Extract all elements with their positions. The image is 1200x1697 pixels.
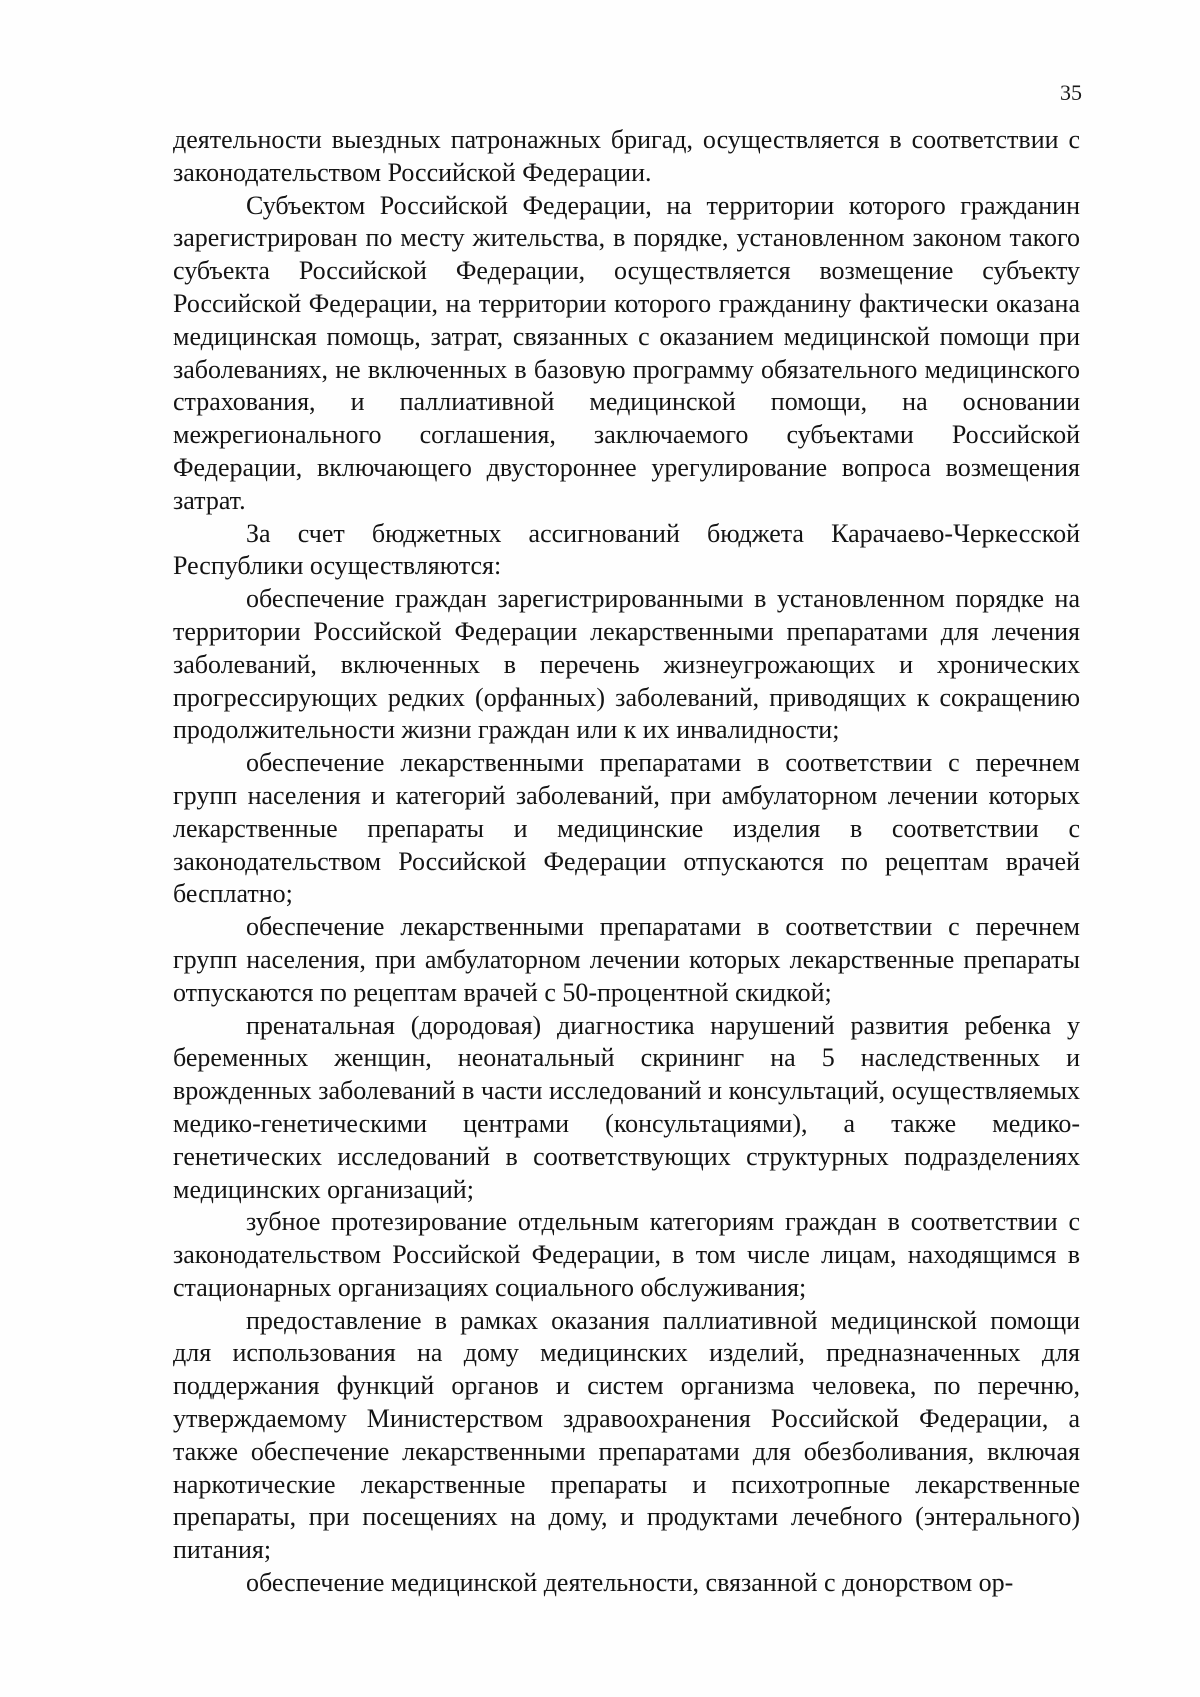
document-body	[173, 124, 1080, 1600]
paragraph-budget-funding-intro: За счет бюджетных ассигнований бюджета Карачаево-Черкесской Республики осуществляются:	[173, 518, 1080, 581]
paragraph-continuation: деятельности выездных патронажных бригад, осуществляется в соответствии с законодательством Российской Федерации.	[173, 125, 1080, 187]
paragraph-free-prescriptions: обеспечение лекарственными препаратами в соответствии с перечнем групп населения и категорий заболеваний, при амбулаторном лечении которых лекарственные препараты и медицинские изделия в соответствии с законодательством Российской Федерации отпускаются по рецептам врачей бесплатно;	[173, 748, 1080, 909]
paragraph-interregional-reimbursement: Субъектом Российской Федерации, на территории которого гражданин зарегистрирован по месту жительства, в порядке, установленном законом такого субъекта Российской Федерации, осуществляется возмещение субъекту Российской Федерации, на территории которого гражданину фактически оказана медицинская помощь, затрат, связанных с оказанием медицинской помощи при заболеваниях, не включенных в базовую программу обязательного медицинского страхования, и паллиативной медицинской помощи, на основании межрегионального соглашения, заключаемого субъектами Российской Федерации, включающего двустороннее урегулирование вопроса возмещения затрат.	[173, 190, 1080, 515]
paragraph-orphan-drugs: обеспечение граждан зарегистрированными в установленном порядке на территории Российской Федерации лекарственными препаратами для лечения заболеваний, включенных в перечень жизнеугрожающих и хронических прогрессирующих редких (орфанных) заболеваний, приводящих к сокращению продолжительности жизни граждан или к их инвалидности;	[173, 584, 1080, 745]
page-number: 35	[1060, 80, 1082, 105]
paragraph-dental-prosthetics: зубное протезирование отдельным категориям граждан в соответствии с законодательством Российской Федерации, в том числе лицам, находящимся в стационарных организациях социального обслуживания;	[173, 1207, 1080, 1302]
paragraph-discount-prescriptions: обеспечение лекарственными препаратами в соответствии с перечнем групп населения, при амбулаторном лечении которых лекарственные препараты отпускаются по рецептам врачей с 50-процентной скидкой;	[173, 912, 1080, 1007]
paragraph-organ-donation: обеспечение медицинской деятельности, связанной с донорством ор-	[246, 1568, 1014, 1598]
paragraph-palliative-home-care: предоставление в рамках оказания паллиативной медицинской помощи для использования на дому медицинских изделий, предназначенных для поддержания функций органов и систем организма человека, по перечню, утверждаемому Министерством здравоохранения Российской Федерации, а также обеспечение лекарственными препаратами для обезболивания, включая наркотические лекарственные препараты и психотропные лекарственные препараты, при посещениях на дому, и продуктами лечебного (энтерального) питания;	[173, 1305, 1080, 1565]
paragraph-prenatal-diagnostics: пренатальная (дородовая) диагностика нарушений развития ребенка у беременных женщин, неонатальный скрининг на 5 наследственных и врожденных заболеваний в части исследований и консультаций, осуществляемых медико-генетическими центрами (консультациями), а также медико-генетических исследований в соответствующих структурных подразделениях медицинских организаций;	[173, 1010, 1080, 1204]
